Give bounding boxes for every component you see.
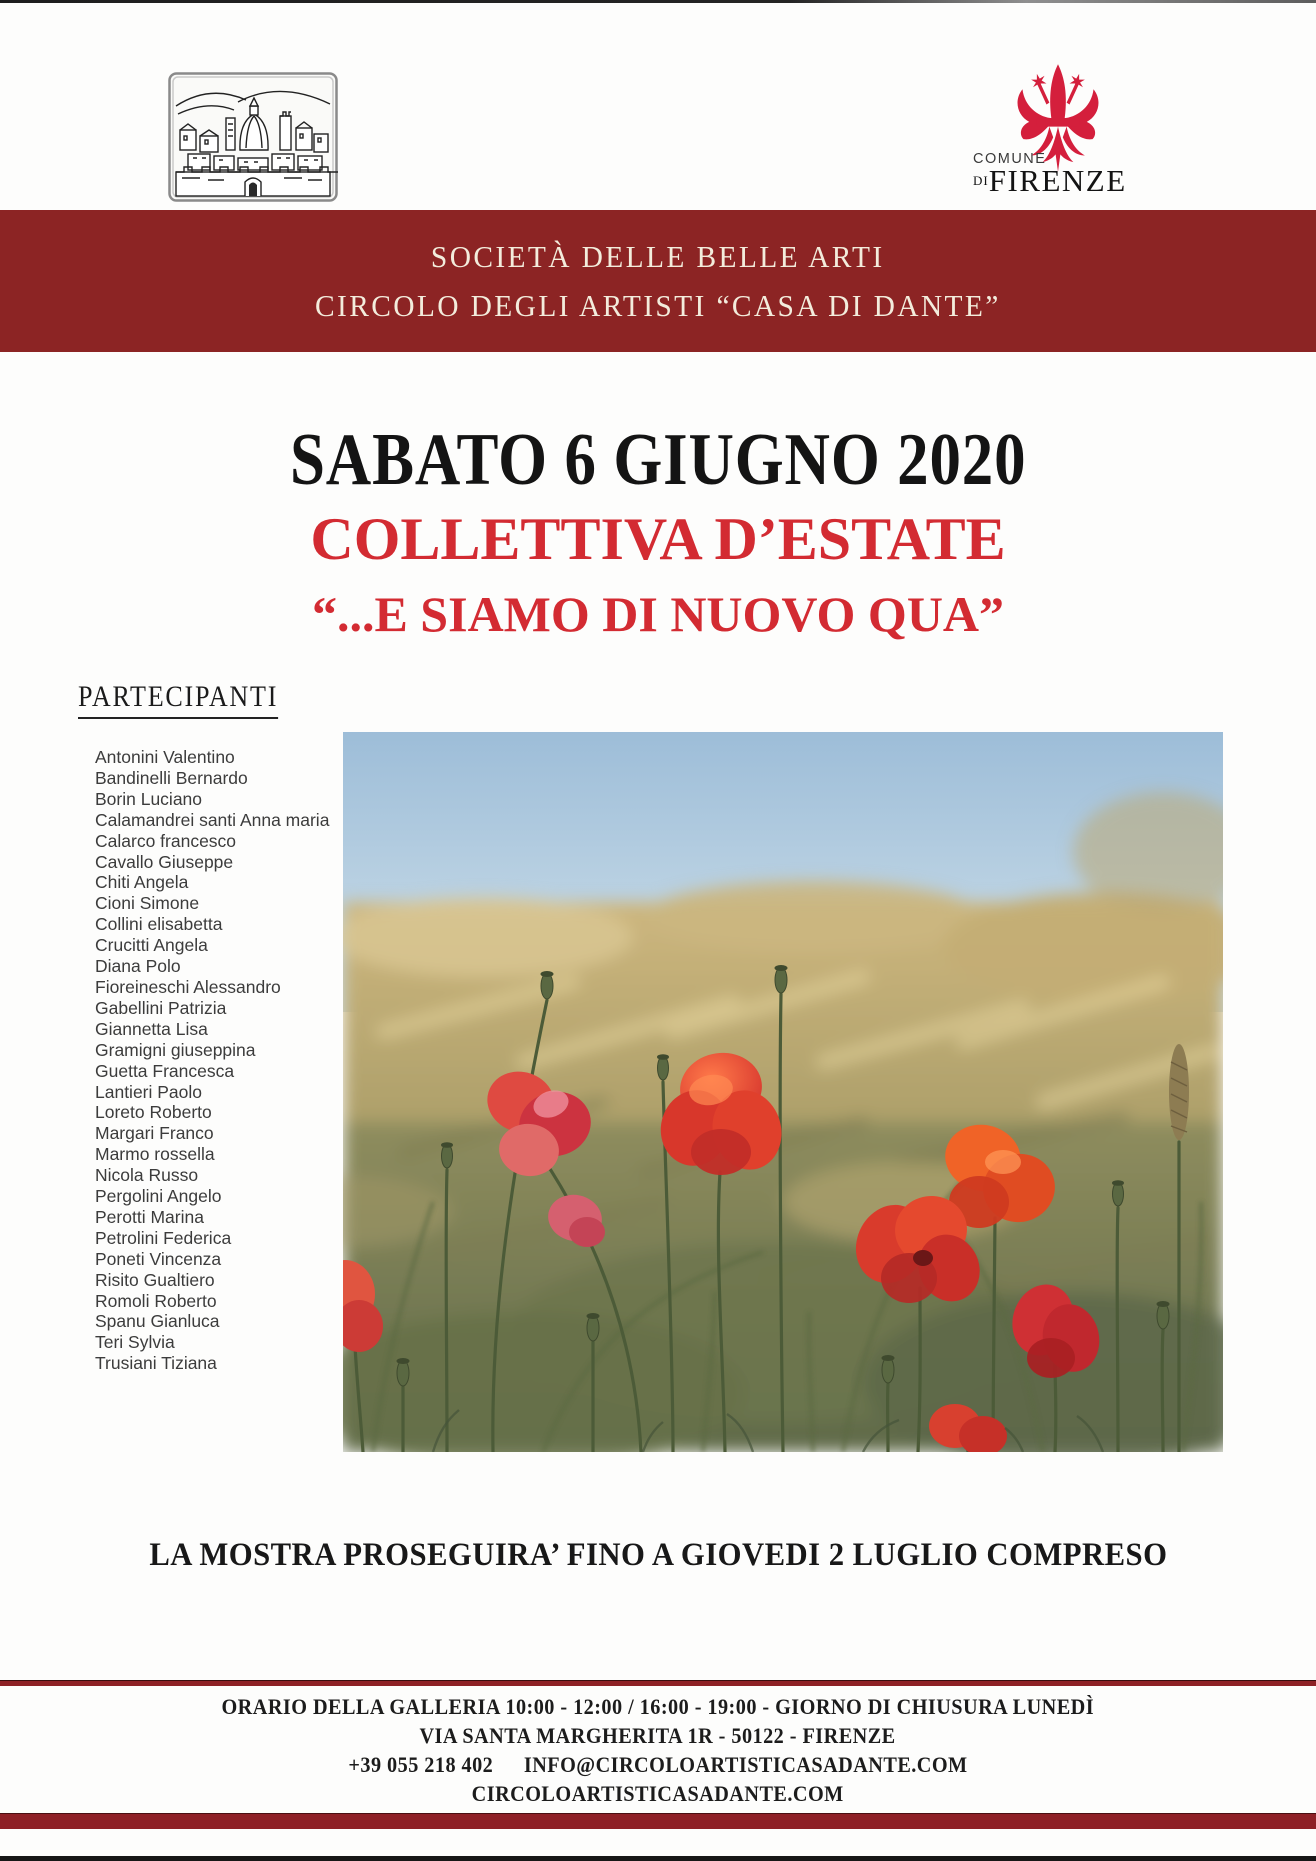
banner-line-1: SOCIETÀ DELLE BELLE ARTI: [431, 238, 885, 274]
participant-name: Poneti Vincenza: [95, 1248, 222, 1269]
participant-name: Petrolini Federica: [95, 1227, 232, 1248]
participant-name: Guetta Francesca: [95, 1060, 235, 1081]
exhibition-title: COLLETTIVA D’ESTATE: [310, 506, 1006, 572]
florence-cityscape-icon: [168, 72, 338, 202]
comune-di-firenze-logo: [960, 58, 1170, 203]
participant-name: Spanu Gianluca: [95, 1311, 220, 1332]
website-line: CIRCOLOARTISTICASADANTE.COM: [471, 1781, 845, 1806]
participant-name: Crucitti Angela: [95, 935, 208, 956]
participant-name: Risito Gualtiero: [95, 1269, 215, 1290]
participant-name: Romoli Roberto: [95, 1290, 217, 1311]
poppy-field-photo: [343, 732, 1223, 1452]
footer-maroon-bar: [0, 1813, 1316, 1829]
email-address: INFO@CIRCOLOARTISTICASADANTE.COM: [523, 1752, 968, 1777]
participant-name: Loreto Roberto: [95, 1102, 212, 1123]
footer-info: [0, 1692, 1316, 1808]
closing-line: LA MOSTRA PROSEGUIRA’ FINO A GIOVEDI 2 LUGLIO COMPRESO: [148, 1537, 1168, 1573]
gallery-hours-line: ORARIO DELLA GALLERIA 10:00 - 12:00 / 16:00 - 19:00 - GIORNO DI CHIUSURA LUNEDÌ: [221, 1694, 1095, 1719]
participant-name: Cioni Simone: [95, 893, 200, 914]
participant-name: Calarco francesco: [95, 830, 237, 851]
participant-name: Cavallo Giuseppe: [95, 851, 234, 872]
participant-name: Antonini Valentino: [95, 747, 235, 767]
bottom-border-line: [0, 1856, 1316, 1861]
participant-name: Trusiani Tiziana: [95, 1353, 217, 1374]
participant-name: Collini elisabetta: [95, 914, 223, 935]
participant-name: Chiti Angela: [95, 872, 189, 893]
participants-list: [95, 747, 350, 1374]
participant-name: Bandinelli Bernardo: [95, 767, 248, 788]
poppy-field-illustration: [343, 732, 1223, 1452]
event-date-title: SABATO 6 GIUGNO 2020: [289, 419, 1027, 501]
participant-name: Calamandrei santi Anna maria: [95, 809, 330, 830]
banner-line-2: CIRCOLO DEGLI ARTISTI “CASA DI DANTE”: [315, 287, 1001, 323]
participant-name: Pergolini Angelo: [95, 1186, 222, 1207]
participant-name: Borin Luciano: [95, 788, 203, 809]
participant-name: Marmo rossella: [95, 1144, 215, 1165]
florence-cityscape-logo: [168, 72, 338, 202]
di-firenze-label: [973, 163, 1127, 199]
participants-heading: PARTECIPANTI: [78, 680, 308, 719]
di-label: DI: [973, 173, 989, 188]
firenze-label: FIRENZE: [988, 163, 1127, 198]
participant-name: Perotti Marina: [95, 1206, 204, 1227]
participant-name: Diana Polo: [95, 956, 181, 977]
participant-name: Gramigni giuseppina: [95, 1039, 256, 1060]
address-line: VIA SANTA MARGHERITA 1R - 50122 - FIRENZE: [419, 1723, 897, 1748]
participant-name: Giannetta Lisa: [95, 1018, 208, 1039]
comune-label: COMUNE: [973, 151, 1047, 167]
participant-name: Lantieri Paolo: [95, 1081, 203, 1102]
participant-name: Teri Sylvia: [95, 1332, 175, 1353]
phone-number: +39 055 218 402: [348, 1752, 494, 1777]
footer-top-rule: [0, 1680, 1316, 1686]
society-banner: [0, 210, 1316, 352]
participant-name: Nicola Russo: [95, 1165, 199, 1186]
participant-name: Gabellini Patrizia: [95, 997, 227, 1018]
participant-name: Margari Franco: [95, 1123, 214, 1144]
participant-name: Fioreineschi Alessandro: [95, 976, 281, 997]
contact-line: [0, 1750, 1316, 1779]
exhibition-subtitle: “...E SIAMO DI NUOVO QUA”: [311, 586, 1005, 642]
top-border-line: [0, 0, 1316, 3]
